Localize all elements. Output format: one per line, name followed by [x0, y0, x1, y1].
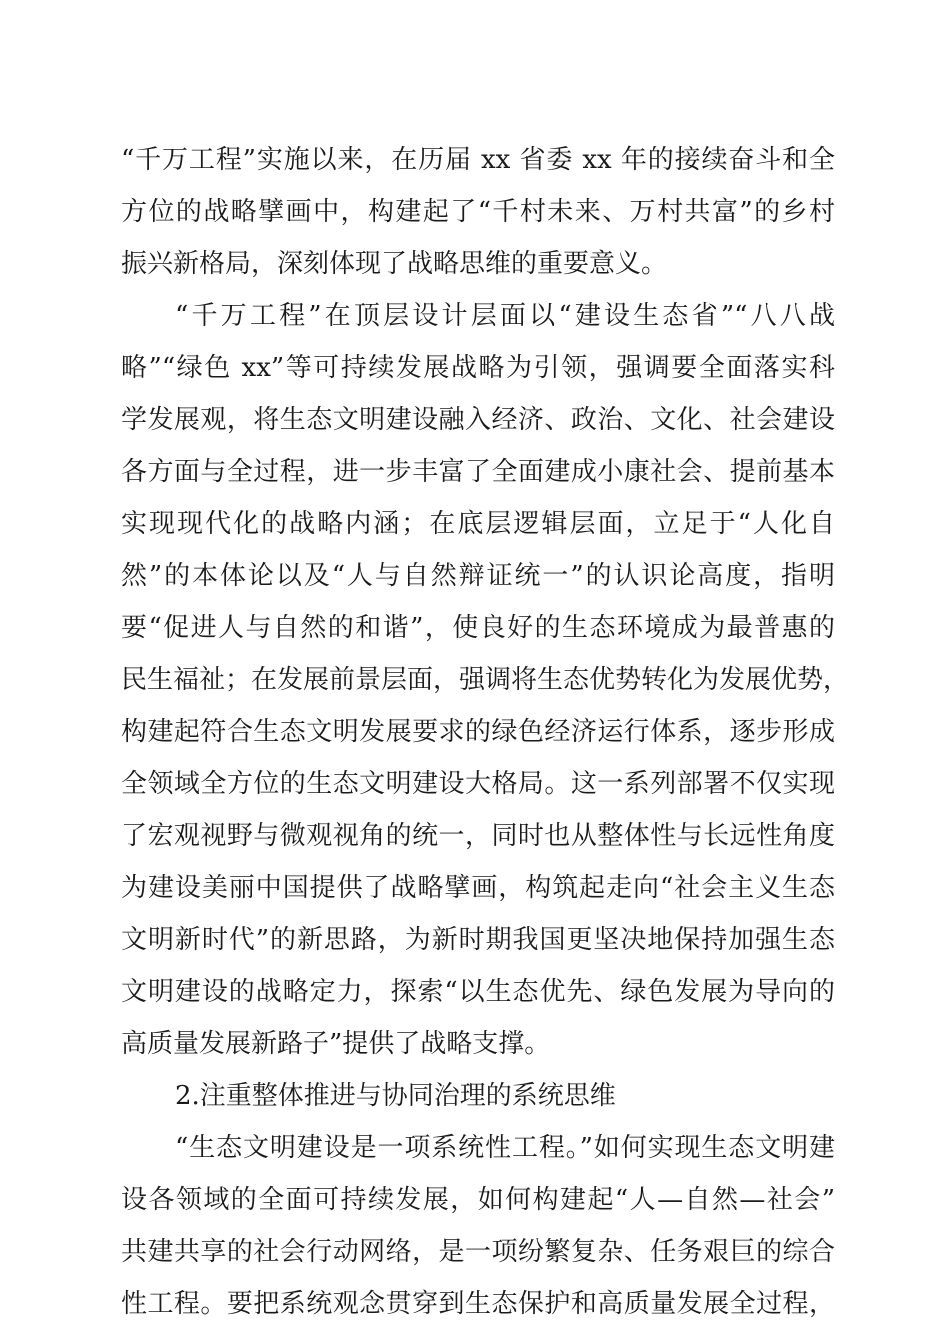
text-line: 略”“绿色 xx”等可持续发展战略为引领，强调要全面落实科: [121, 353, 835, 383]
text-line: 方位的战略擘画中，构建起了“千村未来、万村共富”的乡村: [121, 197, 835, 227]
text-line: 民生福祉；在发展前景层面，强调将生态优势转化为发展优势，: [121, 665, 850, 695]
text-line: 然”的本体论以及“人与自然辩证统一”的认识论高度，指明: [121, 561, 835, 591]
text-line: 文明建设的战略定力，探索“以生态优先、绿色发展为导向的: [121, 977, 835, 1007]
text-line: 共建共享的社会行动网络，是一项纷繁复杂、任务艰巨的综合: [121, 1237, 835, 1267]
section-heading: 2.注重整体推进与协同治理的系统思维: [175, 1081, 616, 1111]
paragraph-first-line: “生态文明建设是一项系统性工程。”如何实现生态文明建: [175, 1133, 835, 1163]
text-line: 高质量发展新路子”提供了战略支撑。: [121, 1029, 551, 1059]
text-line: 振兴新格局，深刻体现了战略思维的重要意义。: [121, 249, 668, 279]
text-line: 设各领域的全面可持续发展，如何构建起“人—自然—社会”: [121, 1185, 835, 1215]
text-line: 为建设美丽中国提供了战略擘画，构筑起走向“社会主义生态: [121, 873, 835, 903]
text-line: 全领域全方位的生态文明建设大格局。这一系列部署不仅实现: [121, 769, 835, 799]
text-line: 了宏观视野与微观视角的统一，同时也从整体性与长远性角度: [121, 821, 835, 851]
text-line: 学发展观，将生态文明建设融入经济、政治、文化、社会建设: [121, 405, 835, 435]
text-line: 构建起符合生态文明发展要求的绿色经济运行体系，逐步形成: [121, 717, 835, 747]
text-line: 实现现代化的战略内涵；在底层逻辑层面，立足于“人化自: [121, 509, 835, 539]
text-line: 性工程。要把系统观念贯穿到生态保护和高质量发展全过程，: [121, 1289, 835, 1319]
text-line: 文明新时代”的新思路，为新时期我国更坚决地保持加强生态: [121, 925, 835, 955]
text-line: “千万工程”实施以来，在历届 xx 省委 xx 年的接续奋斗和全: [121, 145, 835, 175]
text-line: 要“促进人与自然的和谐”，使良好的生态环境成为最普惠的: [121, 613, 835, 643]
paragraph-first-line: “千万工程”在顶层设计层面以“建设生态省”“八八战: [175, 301, 835, 331]
text-line: 各方面与全过程，进一步丰富了全面建成小康社会、提前基本: [121, 457, 835, 487]
